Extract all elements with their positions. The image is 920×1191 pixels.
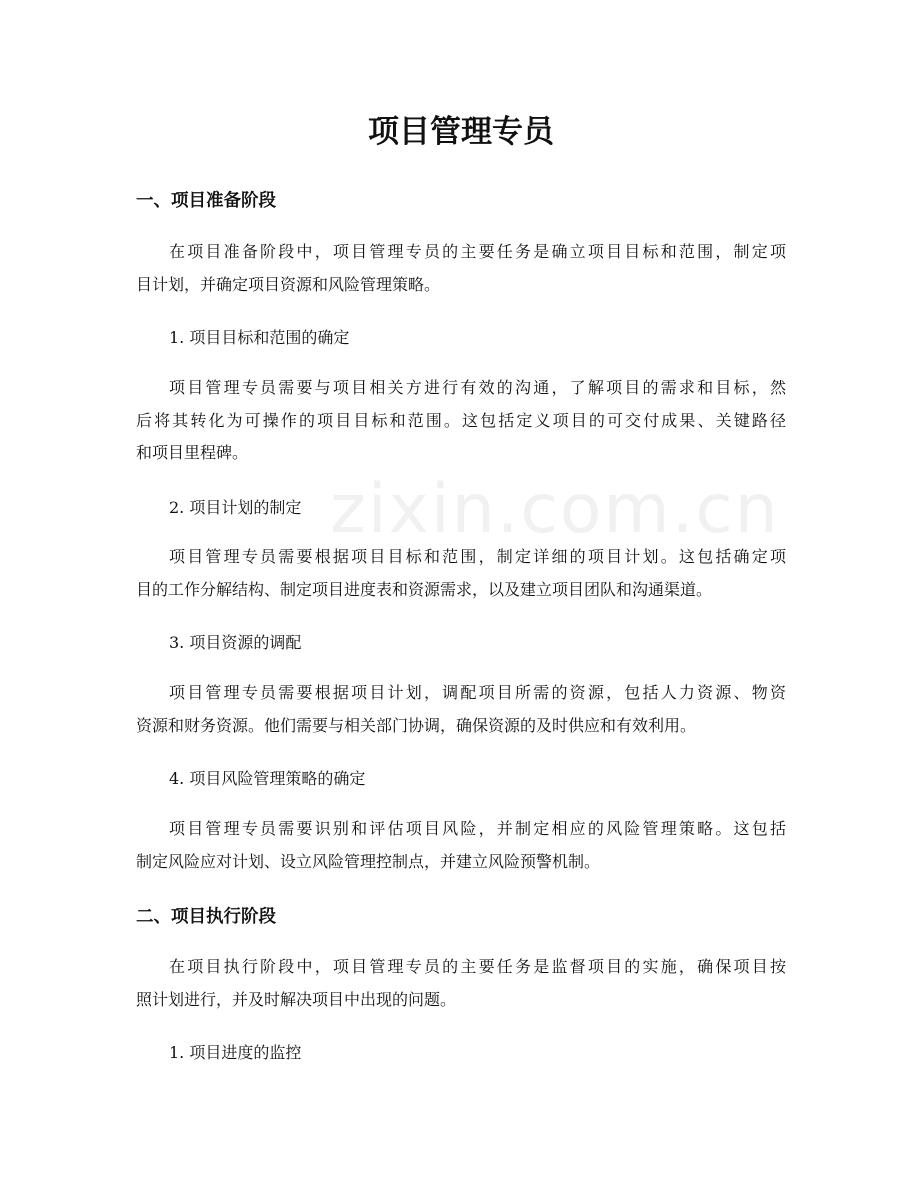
section-intro-preparation <box>136 236 786 301</box>
paragraph-line: 照计划进行，并及时解决项目中出现的问题。 <box>136 989 457 1009</box>
paragraph-line: 和项目里程碑。 <box>136 443 249 462</box>
paragraph-line: 资源和财务资源。他们需要与相关部门协调，确保资源的及时供应和有效利用。 <box>136 715 697 735</box>
paragraph-line: 项目管理专员需要识别和评估项目风险，并制定相应的风险管理策略。这包括 <box>169 819 786 838</box>
paragraph-line: 项目管理专员需要与项目相关方进行有效的沟通，了解项目的需求和目标，然 <box>169 378 786 397</box>
paragraph-line: 目的工作分解结构、制定项目进度表和资源需求，以及建立项目团队和沟通渠道。 <box>136 579 713 599</box>
paragraph-line: 项目管理专员需要根据项目计划，调配项目所需的资源，包括人力资源、物资 <box>169 683 786 702</box>
section-heading-execution: 二、项目执行阶段 <box>136 907 276 927</box>
section-intro-execution <box>136 951 786 1016</box>
subheading-progress-monitoring: 1. 项目进度的监控 <box>169 1043 302 1062</box>
paragraph-line: 在项目准备阶段中，项目管理专员的主要任务是确立项目目标和范围，制定项 <box>169 242 786 261</box>
paragraph-line: 目计划，并确定项目资源和风险管理策略。 <box>136 274 441 294</box>
paragraph-line: 制定风险应对计划、设立风险管理控制点，并建立风险预警机制。 <box>136 851 601 871</box>
subheading-project-plan: 2. 项目计划的制定 <box>169 498 302 517</box>
paragraph-line: 后将其转化为可操作的项目目标和范围。这包括定义项目的可交付成果、关键路径 <box>136 410 786 430</box>
subheading-risk-strategy: 4. 项目风险管理策略的确定 <box>169 769 366 788</box>
paragraph-resource-allocation <box>136 677 786 742</box>
paragraph-line: 项目管理专员需要根据项目目标和范围，制定详细的项目计划。这包括确定项 <box>169 547 786 566</box>
subheading-resource-allocation: 3. 项目资源的调配 <box>169 633 302 652</box>
paragraph-project-plan <box>136 541 786 606</box>
watermark: zixin.com.cn <box>330 470 780 549</box>
paragraph-goals-scope <box>136 372 786 470</box>
page-title: 项目管理专员 <box>368 114 554 150</box>
paragraph-risk-strategy <box>136 813 786 878</box>
paragraph-line: 在项目执行阶段中，项目管理专员的主要任务是监督项目的实施，确保项目按 <box>169 957 786 976</box>
subheading-goals-scope: 1. 项目目标和范围的确定 <box>169 328 350 347</box>
section-heading-preparation: 一、项目准备阶段 <box>136 191 276 211</box>
